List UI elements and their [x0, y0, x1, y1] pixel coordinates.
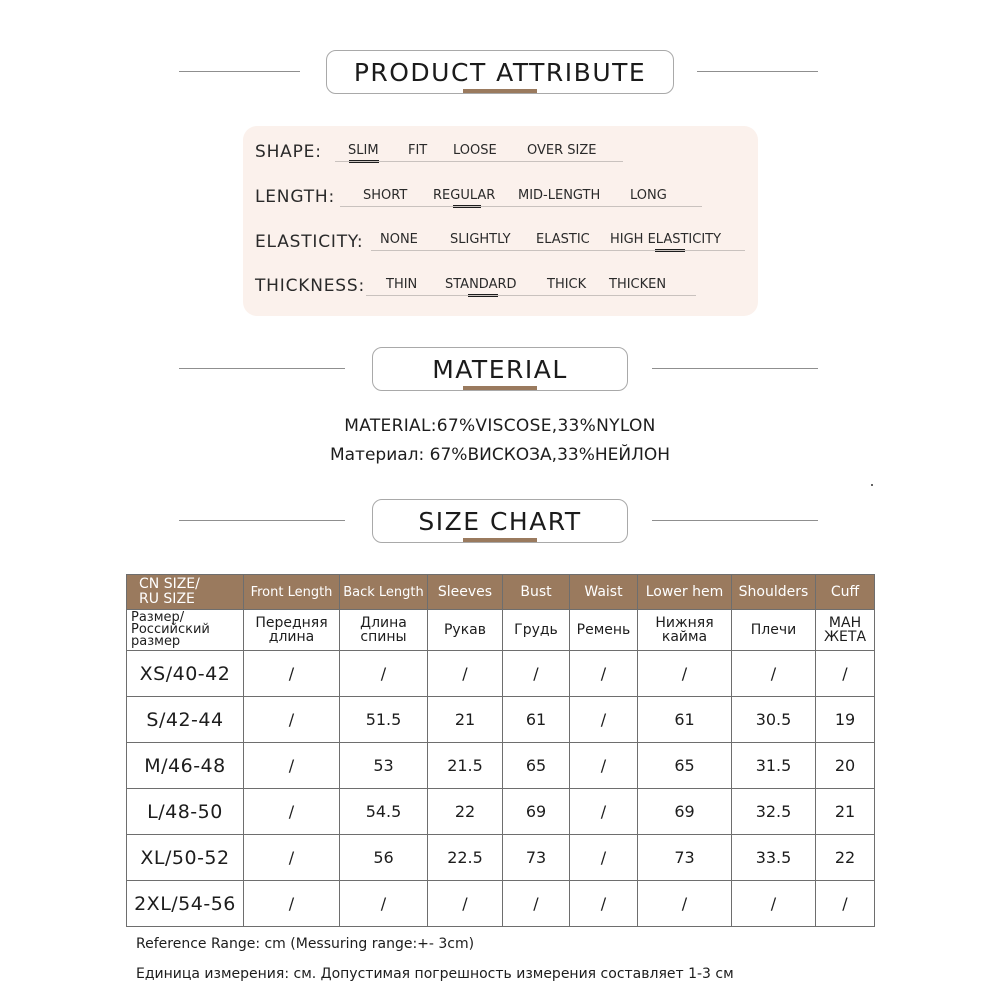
column-header: Bust: [503, 575, 570, 610]
table-header-ru-row: [127, 610, 875, 651]
column-header: Front Length: [244, 575, 340, 610]
value-cell: 73: [638, 835, 732, 881]
attribute-rule: [340, 206, 702, 207]
size-cell: 2XL/54-56: [127, 881, 244, 927]
column-header: Lower hem: [638, 575, 732, 610]
size-cell: XS/40-42: [127, 651, 244, 697]
value-cell: 22: [428, 789, 503, 835]
value-cell: 22: [816, 835, 875, 881]
attribute-option: STANDARD: [445, 277, 517, 292]
divider-line: [179, 520, 345, 521]
attribute-option: THICKEN: [609, 277, 667, 292]
value-cell: /: [570, 697, 638, 743]
value-cell: 54.5: [340, 789, 428, 835]
attribute-option: THIN: [386, 277, 418, 292]
material-text-en: MATERIAL:67%VISCOSE,33%NYLON: [344, 416, 656, 436]
section-title-size-chart: SIZE CHART: [372, 499, 628, 543]
value-cell: 61: [638, 697, 732, 743]
table-row: [127, 697, 875, 743]
size-cell: L/48-50: [127, 789, 244, 835]
value-cell: 19: [816, 697, 875, 743]
table-row: [127, 651, 875, 697]
value-cell: /: [244, 743, 340, 789]
value-cell: /: [816, 881, 875, 927]
value-cell: 53: [340, 743, 428, 789]
value-cell: 20: [816, 743, 875, 789]
attribute-label-length: LENGTH:: [255, 187, 335, 207]
table-row: [127, 743, 875, 789]
column-header: Shoulders: [732, 575, 816, 610]
attribute-option: REGULAR: [433, 188, 496, 203]
reference-range-note: Reference Range: cm (Messuring range:+- 3cm): [136, 936, 475, 952]
column-header-ru: Передняя длина: [244, 610, 340, 651]
value-cell: 69: [638, 789, 732, 835]
value-cell: /: [428, 651, 503, 697]
table-row: [127, 835, 875, 881]
attribute-option: THICK: [547, 277, 587, 292]
size-cell: XL/50-52: [127, 835, 244, 881]
attribute-rule: [366, 295, 696, 296]
attribute-option: FIT: [408, 143, 428, 158]
value-cell: /: [570, 789, 638, 835]
value-cell: 33.5: [732, 835, 816, 881]
column-header-ru: Грудь: [503, 610, 570, 651]
column-header-ru: Размер/ Российский размер: [127, 610, 244, 651]
attribute-option: SLIGHTLY: [450, 232, 511, 247]
attribute-rule: [335, 161, 623, 162]
value-cell: 65: [638, 743, 732, 789]
title-accent-bar: [463, 89, 537, 93]
table-header-row: [127, 575, 875, 610]
value-cell: /: [503, 651, 570, 697]
table-row: [127, 881, 875, 927]
attribute-option: MID-LENGTH: [518, 188, 601, 203]
column-header-ru: Длина спины: [340, 610, 428, 651]
attribute-option: SLIM: [348, 143, 379, 158]
attribute-option: LONG: [630, 188, 667, 203]
attribute-option: OVER SIZE: [527, 143, 597, 158]
column-header: Sleeves: [428, 575, 503, 610]
value-cell: 65: [503, 743, 570, 789]
value-cell: /: [340, 651, 428, 697]
measurement-unit-note-ru: Единица измерения: см. Допустимая погрешность измерения составляет 1-3 см: [136, 966, 734, 982]
size-cell: M/46-48: [127, 743, 244, 789]
value-cell: /: [244, 789, 340, 835]
attribute-option: NONE: [380, 232, 418, 247]
divider-line: [652, 520, 818, 521]
table-row: [127, 789, 875, 835]
section-title-material: MATERIAL: [372, 347, 628, 391]
column-header-ru: Рукав: [428, 610, 503, 651]
attribute-option: SHORT: [363, 188, 408, 203]
column-header-ru: МАН ЖЕТА: [816, 610, 875, 651]
attribute-panel: [243, 126, 758, 316]
value-cell: 69: [503, 789, 570, 835]
material-text-ru: Материал: 67%ВИСКОЗА,33%НЕЙЛОН: [329, 445, 671, 465]
value-cell: /: [638, 651, 732, 697]
attribute-label-thickness: THICKNESS:: [255, 276, 365, 296]
value-cell: /: [816, 651, 875, 697]
divider-line: [697, 71, 818, 72]
value-cell: 31.5: [732, 743, 816, 789]
value-cell: 51.5: [340, 697, 428, 743]
divider-line: [652, 368, 818, 369]
attribute-option: HIGH ELASTICITY: [610, 232, 722, 247]
value-cell: /: [732, 881, 816, 927]
value-cell: /: [428, 881, 503, 927]
value-cell: 30.5: [732, 697, 816, 743]
value-cell: 21: [816, 789, 875, 835]
column-header: Waist: [570, 575, 638, 610]
value-cell: /: [340, 881, 428, 927]
size-chart-table: [126, 574, 875, 927]
column-header: Back Length: [340, 575, 428, 610]
column-header: CN SIZE/ RU SIZE: [127, 575, 244, 610]
value-cell: 21: [428, 697, 503, 743]
divider-line: [179, 71, 300, 72]
value-cell: /: [570, 743, 638, 789]
value-cell: 73: [503, 835, 570, 881]
divider-line: [179, 368, 345, 369]
column-header-ru: Плечи: [732, 610, 816, 651]
title-accent-bar: [463, 386, 537, 390]
value-cell: /: [570, 881, 638, 927]
value-cell: 22.5: [428, 835, 503, 881]
title-accent-bar: [463, 538, 537, 542]
column-header-ru: Нижняя кайма: [638, 610, 732, 651]
value-cell: /: [244, 881, 340, 927]
value-cell: /: [638, 881, 732, 927]
attribute-option: LOOSE: [453, 143, 497, 158]
value-cell: 21.5: [428, 743, 503, 789]
value-cell: /: [244, 651, 340, 697]
value-cell: 32.5: [732, 789, 816, 835]
attribute-label-elasticity: ELASTICITY:: [255, 232, 364, 252]
attribute-rule: [371, 250, 745, 251]
section-title-attribute: PRODUCT ATTRIBUTE: [326, 50, 674, 94]
value-cell: /: [570, 835, 638, 881]
value-cell: 56: [340, 835, 428, 881]
value-cell: /: [503, 881, 570, 927]
value-cell: /: [570, 651, 638, 697]
stray-dot: [871, 484, 873, 486]
size-cell: S/42-44: [127, 697, 244, 743]
value-cell: /: [244, 835, 340, 881]
value-cell: /: [732, 651, 816, 697]
value-cell: /: [244, 697, 340, 743]
value-cell: 61: [503, 697, 570, 743]
attribute-option: ELASTIC: [536, 232, 590, 247]
attribute-label-shape: SHAPE:: [255, 142, 322, 162]
column-header: Cuff: [816, 575, 875, 610]
column-header-ru: Ремень: [570, 610, 638, 651]
